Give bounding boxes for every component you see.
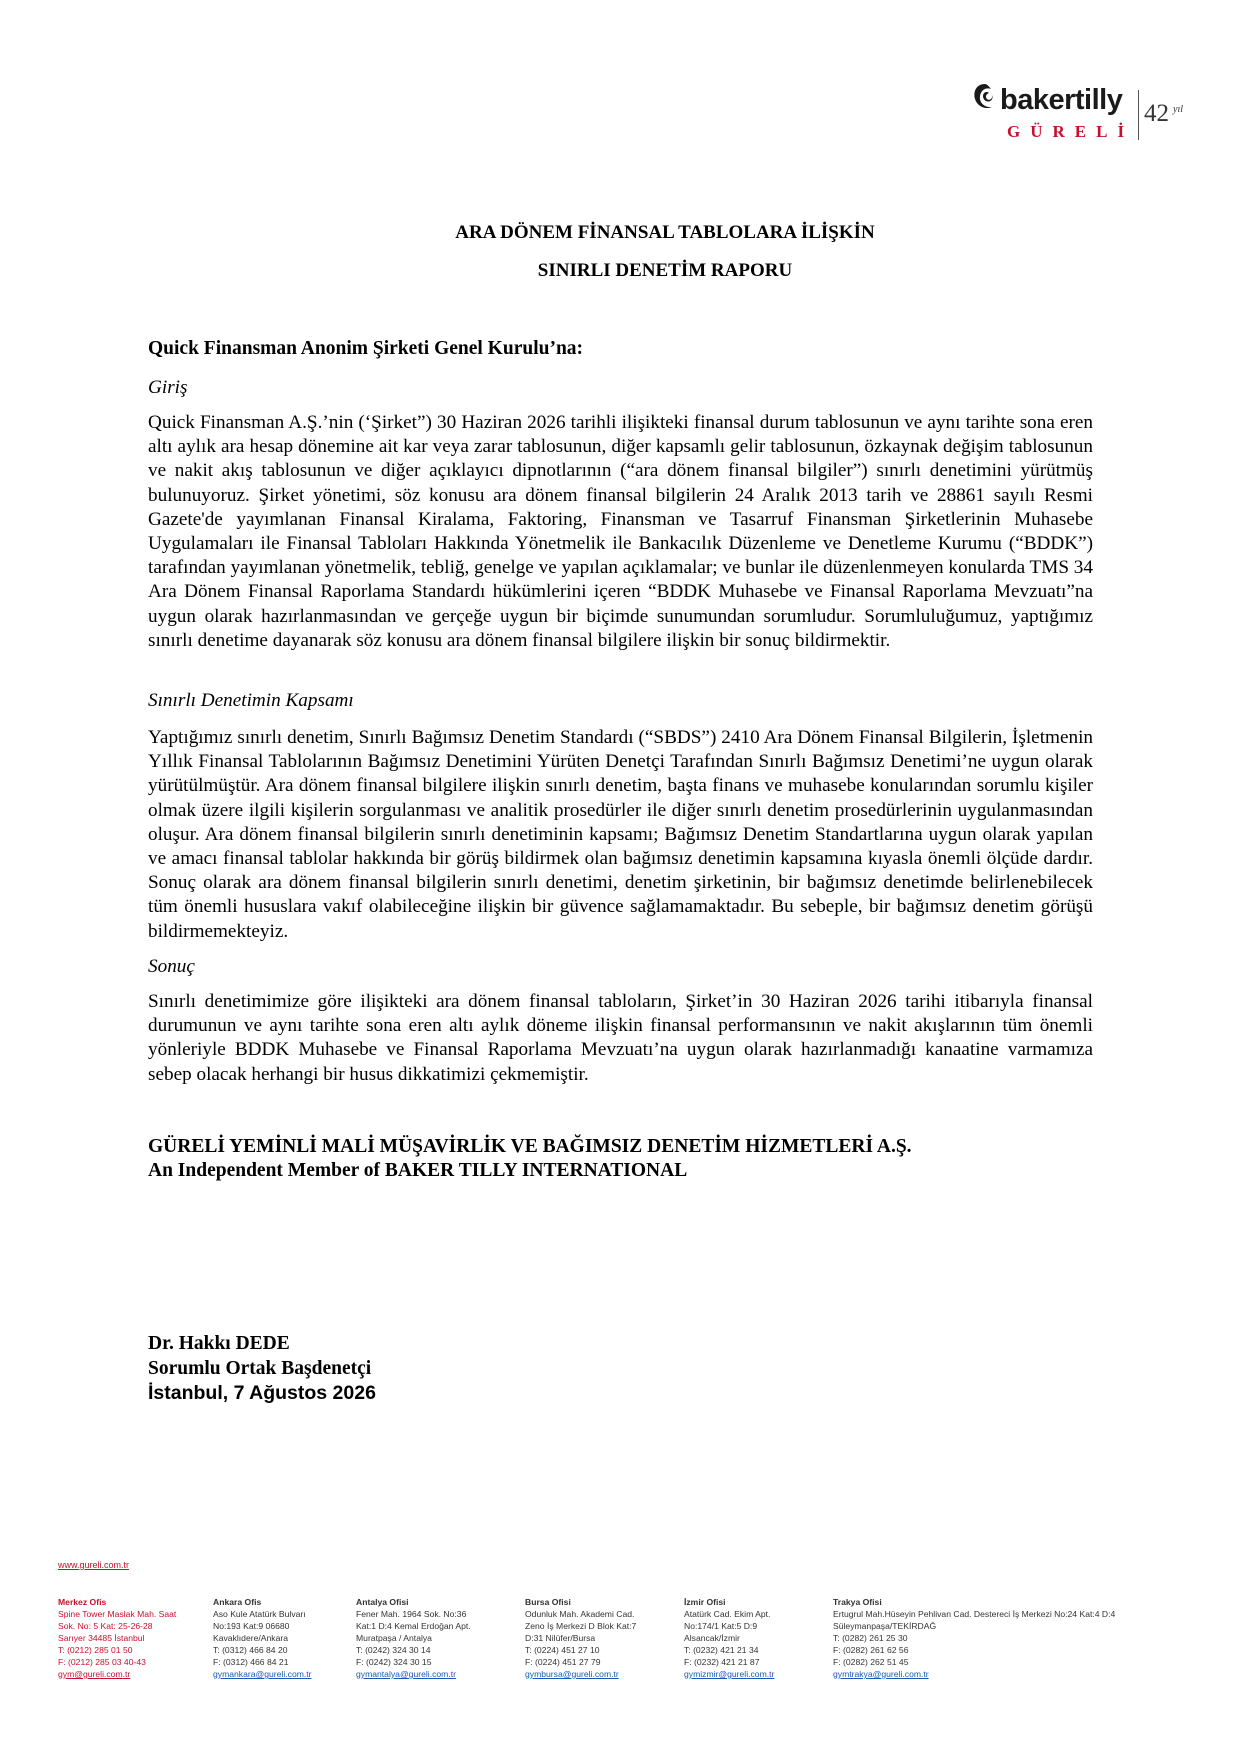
section-body-kapsam: Yaptığımız sınırlı denetim, Sınırlı Bağımsız Denetim Standardı (“SBDS”) 2410 Ara Dönem Finansal Bilgilerin, İşletmenin Yıllık Finansal Tablolarının Bağımsız Denetimini Yürüten Denetçi Tarafından Sınırlı Bağımsız Denetimi’ne uygun olarak yürütülmüştür. Ara dönem finansal bilgilere ilişkin sınırlı denetim, başta finans ve muhasebe konularından sorumlu kişiler olmak üzere ilgili kişilerin sorgulanması ve analitik prosedürler ile diğer sınırlı denetim prosedürlerinin uygulanmasından oluşur. Ara dönem finansal bilgilerin sınırlı denetiminin kapsamı; Bağımsız Denetim Standartlarına uygun olarak yapılan ve amacı finansal tablolar hakkında bir görüş bildirmek olan bağımsız denetimin kapsamına kıyasla önemli ölçüde dardır. Sonuç olarak ara dönem finansal bilgilerin sınırlı denetimi, denetim şirketinin, bir bağımsız denetimde belirlenebilecek tüm önemli hususlara vakıf olabileceğine ilişkin bir güvence sağlamamaktadır. Bu sebeple, bir bağımsız denetim görüşü bildirmemekteyiz. <box>148 727 1093 942</box>
office-address-line: Spine Tower Maslak Mah. Saat <box>58 1609 177 1619</box>
office-address-line: No:174/1 Kat:5 D:9 <box>684 1621 758 1631</box>
logo-years-suffix: yıl <box>1173 104 1183 115</box>
office-fax: F: (0312) 466 84 21 <box>213 1657 289 1667</box>
office-address-line: Kat:1 D:4 Kemal Erdoğan Apt. <box>356 1621 471 1631</box>
office-phone: T: (0212) 285 01 50 <box>58 1645 133 1655</box>
signatory-name: Dr. Hakkı DEDE <box>148 1333 290 1354</box>
office-name: Antalya Ofisi <box>356 1597 409 1607</box>
office-trakya <box>833 1596 1115 1680</box>
bakertilly-gureli-logo <box>972 80 1192 150</box>
signatory-block <box>148 1332 1093 1406</box>
office-address-line: D:31 Nilüfer/Bursa <box>525 1633 596 1643</box>
office-email-link[interactable]: gymizmir@gureli.com.tr <box>684 1669 775 1679</box>
office-address-line: Aso Kule Atatürk Bulvarı <box>213 1609 306 1619</box>
report-title-line1: ARA DÖNEM FİNANSAL TABLOLARA İLİŞKİN <box>455 222 875 243</box>
office-phone: T: (0232) 421 21 34 <box>684 1645 759 1655</box>
office-name: Merkez Ofis <box>58 1597 107 1607</box>
logo-subtitle-text: GÜRELİ <box>1007 122 1135 141</box>
office-address-line: Muratpaşa / Antalya <box>356 1633 432 1643</box>
office-bursa <box>525 1596 636 1680</box>
office-address-line: Atatürk Cad. Ekim Apt. <box>684 1609 771 1619</box>
logo-divider <box>1138 90 1139 140</box>
section-heading-sonuc: Sonuç <box>148 956 195 977</box>
addressee: Quick Finansman Anonim Şirketi Genel Kurulu’na: <box>148 338 584 359</box>
office-phone: T: (0224) 451 27 10 <box>525 1645 600 1655</box>
firm-name: GÜRELİ YEMİNLİ MALİ MÜŞAVİRLİK VE BAĞIMSIZ DENETİM HİZMETLERİ A.Ş. <box>148 1136 912 1157</box>
office-name: Ankara Ofis <box>213 1597 262 1607</box>
report-title-line2: SINIRLI DENETİM RAPORU <box>537 260 793 281</box>
office-email-link[interactable]: gymbursa@gureli.com.tr <box>525 1669 619 1679</box>
office-phone: T: (0242) 324 30 14 <box>356 1645 431 1655</box>
office-address-line: No:193 Kat:9 06680 <box>213 1621 290 1631</box>
office-antalya <box>356 1596 471 1680</box>
section-heading-giris: Giriş <box>148 377 188 398</box>
office-fax: F: (0232) 421 21 87 <box>684 1657 760 1667</box>
office-address-line: Alsancak/İzmir <box>684 1633 740 1643</box>
office-address-line: Ertugrul Mah.Hüseyin Pehlivan Cad. Destereci İş Merkezi No:24 Kat:4 D:4 <box>833 1609 1116 1619</box>
section-body-giris: Quick Finansman A.Ş.’nin (‘Şirket”) 30 Haziran 2026 tarihli ilişikteki finansal durum tablosunun ve aynı tarihte sona eren altı aylık ara hesap dönemine ait kar veya zarar tablosunun, diğer kapsamlı gelir tablosunun, özkaynak değişim tablosunun ve nakit akış tablosunun ve diğer açıklayıcı dipnotlarının (“ara dönem finansal bilgiler”) sınırlı denetimini yürütmüş bulunuyoruz. Şirket yönetimi, söz konusu ara dönem finansal bilgilerin 24 Aralık 2013 tarih ve 28861 sayılı Resmi Gazete'de yayımlanan Finansal Kiralama, Faktoring, Finansman ve Tasarruf Finansman Şirketlerinin Muhasebe Uygulamaları ile Finansal Tabloları Hakkında Yönetmelik ile Bankacılık Düzenleme ve Denetleme Kurumu (“BDDK”) tarafından yayımlanan yönetmelik, tebliğ, genelge ve yapılan açıklamalar; ve bunlar ile düzenlenmeyen konularda TMS 34 Ara Dönem Finansal Raporlama Standardı hükümlerini içeren “BDDK Muhasebe ve Finansal Raporlama Mevzuatı”na uygun olarak hazırlanmasından ve gerçeğe uygun bir biçimde sunumundan sorumludur. Sorumluluğumuz, yaptığımız sınırlı denetime dayanarak söz konusu ara dönem finansal bilgilere ilişkin bir sonuç bildirmektir. <box>148 412 1093 651</box>
office-fax: F: (0224) 451 27 79 <box>525 1657 601 1667</box>
office-name: Trakya Ofisi <box>833 1597 882 1607</box>
office-ankara <box>213 1596 312 1680</box>
office-merkez <box>58 1596 176 1680</box>
section-heading-kapsam: Sınırlı Denetimin Kapsamı <box>148 690 354 711</box>
place-date: İstanbul, 7 Ağustos 2026 <box>148 1382 376 1404</box>
logo-brand-text: bakertilly <box>1000 84 1123 116</box>
office-address-line: Odunluk Mah. Akademi Cad. <box>525 1609 635 1619</box>
logo-years-number: 42 <box>1144 100 1169 127</box>
office-fax: F: (0282) 262 51 45 <box>833 1657 909 1667</box>
office-address-line: Zeno İş Merkezi D Blok Kat:7 <box>525 1621 637 1631</box>
office-address-line: Süleymanpaşa/TEKİRDAĞ <box>833 1621 937 1631</box>
footer-website-link[interactable]: www.gureli.com.tr <box>58 1560 130 1570</box>
office-phone: T: (0312) 466 84 20 <box>213 1645 288 1655</box>
firm-block <box>148 1135 1093 1183</box>
office-email-link[interactable]: gymtrakya@gureli.com.tr <box>833 1669 929 1679</box>
swirl-logo-icon <box>972 82 998 112</box>
office-fax: F: (0212) 285 03 40-43 <box>58 1657 146 1667</box>
office-address-line: Fener Mah. 1964 Sok. No:36 <box>356 1609 467 1619</box>
office-email-link[interactable]: gymantalya@gureli.com.tr <box>356 1669 456 1679</box>
office-name: Bursa Ofisi <box>525 1597 571 1607</box>
office-address-line: Kavaklıdere/Ankara <box>213 1633 288 1643</box>
office-fax: F: (0282) 261 62 56 <box>833 1645 909 1655</box>
office-izmir <box>684 1596 774 1680</box>
office-address-line: Sok. No: 5 Kat: 25-26-28 <box>58 1621 153 1631</box>
office-email-link[interactable]: gym@gureli.com.tr <box>58 1669 131 1679</box>
signatory-role: Sorumlu Ortak Başdenetçi <box>148 1357 372 1379</box>
section-body-sonuc: Sınırlı denetimimize göre ilişikteki ara dönem finansal tabloların, Şirket’in 30 Haziran 2026 tarihi itibarıyla finansal durumunun ve aynı tarihte sona eren altı aylık döneme ilişkin finansal performansının ve nakit akışlarının tüm önemli yönleriyle BDDK Muhasebe ve Finansal Raporlama Mevzuatı’na uygun olarak hazırlanmadığı kanaatine varmamıza sebep olacak herhangi bir husus dikkatimizi çekmemiştir. <box>148 991 1093 1085</box>
office-name: İzmir Ofisi <box>684 1597 726 1607</box>
office-fax: F: (0242) 324 30 15 <box>356 1657 432 1667</box>
office-phone: T: (0282) 261 25 30 <box>833 1633 908 1643</box>
office-address-line: Sarıyer 34485 İstanbul <box>58 1633 145 1643</box>
office-email-link[interactable]: gymankara@gureli.com.tr <box>213 1669 312 1679</box>
firm-membership: An Independent Member of BAKER TILLY INTERNATIONAL <box>148 1160 688 1181</box>
